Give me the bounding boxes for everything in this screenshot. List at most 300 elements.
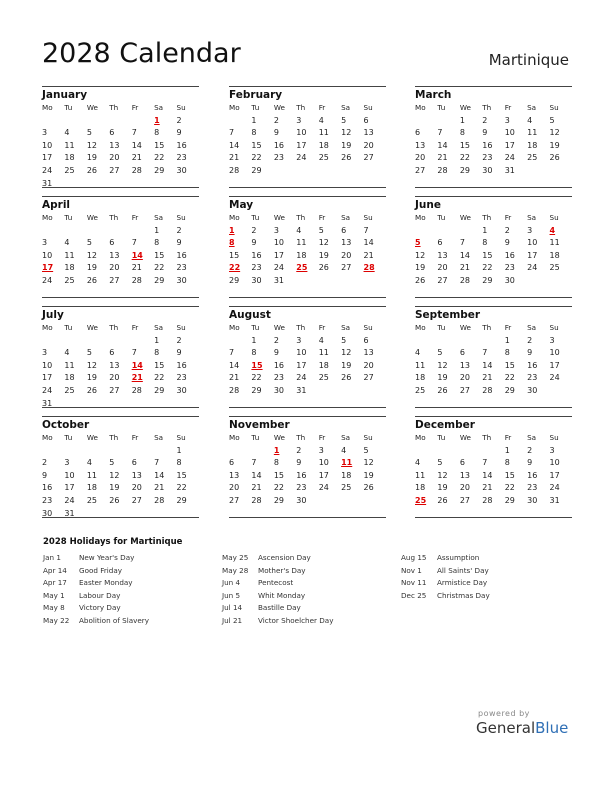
- day-cell: [341, 275, 363, 288]
- holiday-date: Jun 5: [222, 590, 241, 600]
- day-cell: 27: [415, 165, 426, 175]
- day-cell: 3: [42, 128, 48, 138]
- day-cell: 9: [176, 238, 182, 248]
- month-block: [42, 86, 199, 190]
- day-cell: 4: [415, 458, 421, 468]
- day-cell: 28: [131, 275, 142, 285]
- day-cell: 29: [504, 385, 515, 395]
- day-cell: 21: [131, 153, 142, 163]
- weekday-label: Th: [109, 103, 119, 112]
- day-cell: 8: [176, 458, 182, 468]
- day-cell: [87, 508, 109, 521]
- day-cell: 1: [251, 335, 257, 345]
- holiday-date: Aug 15: [401, 553, 427, 562]
- day-cell: 6: [131, 458, 137, 468]
- week-row: [42, 275, 199, 288]
- day-cell: 11: [64, 250, 75, 260]
- weekday-label: Th: [296, 103, 306, 112]
- day-cell: [415, 445, 437, 458]
- day-cell: 13: [459, 360, 471, 370]
- day-cell: 16: [176, 360, 187, 370]
- day-cell: 15: [176, 470, 187, 480]
- day-cell: 19: [549, 140, 560, 150]
- week-row: [42, 372, 199, 385]
- holiday-name: Easter Monday: [79, 578, 133, 588]
- day-cell: [42, 445, 64, 458]
- day-cell: 22: [176, 483, 187, 493]
- weekday-label: Su: [549, 323, 559, 332]
- day-cell: 5: [86, 348, 92, 358]
- day-cell: 7: [131, 128, 137, 138]
- day-cell: 2: [273, 115, 279, 125]
- day-cell: 9: [176, 128, 182, 138]
- day-cell: 20: [131, 483, 142, 493]
- day-cell: 6: [459, 348, 465, 358]
- day-cell: 15: [154, 360, 165, 370]
- weekday-label: Tu: [437, 103, 446, 112]
- holiday-date: Jun 4: [222, 578, 241, 588]
- day-cell: [437, 225, 459, 238]
- month-block: [42, 416, 199, 520]
- day-cell: 12: [341, 128, 352, 138]
- day-cell: [109, 398, 131, 411]
- weekday-label: Th: [296, 213, 306, 222]
- holiday-date: Jul 21: [222, 615, 243, 625]
- day-cell: 11: [415, 360, 426, 370]
- day-cell: [415, 115, 437, 128]
- day-cell: 5: [341, 115, 347, 125]
- day-cell: 13: [363, 128, 374, 138]
- day-cell: 13: [229, 470, 240, 480]
- weekday-label: We: [459, 323, 471, 332]
- day-cell: [132, 508, 154, 521]
- week-row: [415, 482, 572, 495]
- weekday-label: Tu: [64, 323, 73, 332]
- holiday-entry: [222, 565, 333, 578]
- day-cell: 18: [86, 483, 98, 493]
- day-cell: 25: [64, 385, 75, 395]
- holiday-day-cell: 25: [415, 495, 427, 505]
- day-cell: 24: [296, 373, 307, 383]
- day-cell: 17: [42, 153, 53, 163]
- day-cell: 13: [363, 348, 374, 358]
- week-row: [42, 250, 199, 263]
- day-cell: [460, 225, 482, 238]
- day-cell: 21: [482, 483, 493, 493]
- day-cell: [109, 445, 131, 458]
- day-cell: 13: [109, 140, 120, 150]
- weekday-label: We: [459, 103, 471, 112]
- day-cell: 23: [296, 483, 307, 493]
- day-cell: 4: [527, 115, 533, 125]
- day-cell: 12: [549, 128, 560, 138]
- day-cell: 29: [251, 385, 262, 395]
- weekday-label: Fr: [504, 103, 512, 112]
- month-name: July: [42, 309, 64, 321]
- day-cell: 9: [251, 238, 257, 248]
- day-cell: 3: [64, 458, 70, 468]
- week-row: [229, 385, 386, 398]
- day-cell: 17: [549, 360, 560, 370]
- day-cell: 9: [527, 348, 533, 358]
- weekday-label: Mo: [229, 103, 240, 112]
- day-cell: [415, 335, 437, 348]
- holiday-entry: [43, 577, 149, 590]
- weekday-label: Su: [176, 433, 186, 442]
- month-name: November: [229, 419, 290, 431]
- generalblue-logo[interactable]: [476, 719, 568, 737]
- week-row: [415, 335, 572, 348]
- month-block: [415, 86, 572, 178]
- month-name: June: [415, 199, 441, 211]
- month-name: September: [415, 309, 481, 321]
- day-cell: [527, 165, 549, 178]
- day-cell: 24: [504, 153, 515, 163]
- holiday-entry: [401, 590, 490, 603]
- week-row: [42, 482, 199, 495]
- day-cell: 11: [549, 238, 560, 248]
- day-cell: 13: [415, 140, 426, 150]
- day-cell: 8: [459, 128, 465, 138]
- week-row: [229, 482, 386, 495]
- holidays-title: 2028 Holidays for Martinique: [43, 537, 183, 547]
- day-cell: 8: [251, 348, 257, 358]
- holiday-date: May 1: [43, 590, 65, 600]
- day-cell: 26: [318, 263, 329, 273]
- month-bottom-rule: [415, 297, 572, 298]
- day-cell: 12: [318, 238, 329, 248]
- day-cell: 30: [176, 275, 187, 285]
- day-cell: 17: [64, 483, 75, 493]
- weekday-label: Su: [363, 213, 373, 222]
- day-cell: 26: [549, 153, 560, 163]
- holiday-name: Armistice Day: [437, 578, 488, 588]
- day-cell: 2: [251, 225, 257, 235]
- day-cell: 9: [296, 458, 302, 468]
- week-row: [42, 347, 199, 360]
- day-cell: [109, 115, 131, 128]
- day-cell: 10: [527, 238, 538, 248]
- week-row: [42, 385, 199, 398]
- brand-blue: Blue: [535, 719, 569, 737]
- day-cell: 19: [415, 263, 426, 273]
- day-cell: 5: [341, 335, 347, 345]
- day-cell: 29: [459, 165, 471, 175]
- day-cell: 14: [482, 470, 493, 480]
- day-cell: 12: [86, 360, 98, 370]
- day-cell: 19: [341, 140, 352, 150]
- weekday-label: Fr: [131, 323, 139, 332]
- day-cell: 4: [86, 458, 92, 468]
- week-row: [415, 140, 572, 153]
- weekday-header-row: [42, 432, 199, 445]
- day-cell: 16: [504, 250, 515, 260]
- day-cell: 19: [86, 263, 98, 273]
- weekday-header-row: [415, 322, 572, 335]
- month-name: December: [415, 419, 475, 431]
- day-cell: 9: [42, 470, 48, 480]
- day-cell: [296, 275, 318, 288]
- day-cell: 6: [415, 128, 421, 138]
- day-cell: 28: [459, 275, 471, 285]
- day-cell: [64, 445, 86, 458]
- weekday-label: Tu: [251, 103, 260, 112]
- day-cell: 18: [415, 373, 426, 383]
- holiday-date: May 28: [222, 565, 249, 575]
- day-cell: 28: [251, 495, 262, 505]
- day-cell: 23: [527, 373, 538, 383]
- weekday-label: Sa: [154, 433, 164, 442]
- day-cell: 15: [273, 470, 285, 480]
- week-row: [229, 347, 386, 360]
- day-cell: 2: [504, 225, 510, 235]
- day-cell: 24: [318, 483, 329, 493]
- day-cell: 5: [363, 445, 369, 455]
- month-bottom-rule: [229, 407, 386, 408]
- day-cell: 7: [229, 348, 235, 358]
- weekday-label: Tu: [64, 103, 73, 112]
- day-cell: 19: [437, 373, 448, 383]
- holiday-name: Good Friday: [79, 565, 122, 575]
- week-row: [229, 225, 386, 238]
- day-cell: 20: [415, 153, 426, 163]
- holiday-name: Assumption: [437, 553, 480, 562]
- week-row: [415, 372, 572, 385]
- country-name: Martinique: [488, 51, 569, 69]
- holiday-entry: [43, 602, 149, 615]
- holiday-date: Nov 1: [401, 565, 422, 575]
- day-cell: 22: [251, 373, 262, 383]
- day-cell: 2: [527, 335, 533, 345]
- day-cell: 26: [86, 275, 98, 285]
- holiday-day-cell: 22: [229, 263, 241, 273]
- weekday-label: Th: [109, 433, 119, 442]
- day-cell: 10: [296, 128, 307, 138]
- day-cell: 2: [42, 458, 48, 468]
- weekday-label: Th: [296, 433, 306, 442]
- holiday-entry: [222, 615, 333, 628]
- weekday-label: Mo: [229, 213, 240, 222]
- weekday-label: Sa: [527, 433, 537, 442]
- weekday-label: Sa: [527, 103, 537, 112]
- week-row: [229, 250, 386, 263]
- day-cell: 9: [176, 348, 182, 358]
- holiday-column: [222, 552, 333, 628]
- day-cell: [64, 225, 86, 238]
- day-cell: 19: [437, 483, 448, 493]
- month-name: August: [229, 309, 271, 321]
- weekday-label: Sa: [341, 103, 351, 112]
- day-cell: 13: [459, 470, 471, 480]
- day-cell: [364, 165, 386, 178]
- weekday-label: We: [273, 433, 285, 442]
- day-cell: 11: [318, 128, 329, 138]
- weekday-label: Fr: [318, 103, 326, 112]
- day-cell: [437, 335, 459, 348]
- month-block: [229, 196, 386, 288]
- day-cell: 1: [154, 225, 160, 235]
- weekday-label: Tu: [437, 213, 446, 222]
- day-cell: 24: [549, 483, 560, 493]
- week-row: [229, 152, 386, 165]
- day-cell: 3: [296, 335, 302, 345]
- weekday-label: Th: [296, 323, 306, 332]
- day-cell: [341, 165, 363, 178]
- day-cell: 28: [229, 385, 240, 395]
- day-cell: 2: [273, 335, 279, 345]
- weekday-label: Fr: [504, 433, 512, 442]
- month-bottom-rule: [415, 517, 572, 518]
- day-cell: 30: [251, 275, 262, 285]
- day-cell: 21: [229, 373, 240, 383]
- day-cell: 5: [109, 458, 115, 468]
- day-cell: 15: [504, 470, 515, 480]
- day-cell: 6: [109, 348, 115, 358]
- day-cell: 23: [273, 373, 285, 383]
- day-cell: 2: [176, 115, 182, 125]
- day-cell: 5: [86, 128, 92, 138]
- day-cell: 4: [318, 115, 324, 125]
- holiday-name: New Year's Day: [79, 553, 135, 562]
- week-row: [42, 508, 199, 521]
- holiday-entry: [43, 552, 149, 565]
- day-cell: 22: [482, 263, 493, 273]
- day-cell: 1: [504, 445, 510, 455]
- holiday-name: Victor Shoelcher Day: [258, 615, 334, 625]
- month-name: February: [229, 89, 283, 101]
- day-cell: 13: [341, 238, 352, 248]
- day-cell: 15: [251, 140, 262, 150]
- day-cell: 17: [42, 373, 53, 383]
- day-cell: 27: [459, 385, 471, 395]
- week-row: [42, 360, 199, 373]
- weekday-label: Sa: [341, 323, 351, 332]
- weekday-label: Fr: [131, 213, 139, 222]
- day-cell: 30: [273, 385, 285, 395]
- day-cell: 6: [363, 335, 369, 345]
- weekday-label: Th: [482, 213, 492, 222]
- holiday-name: Bastille Day: [258, 603, 301, 613]
- day-cell: 10: [504, 128, 515, 138]
- weekday-label: Fr: [318, 433, 326, 442]
- day-cell: 31: [42, 398, 53, 408]
- day-cell: [87, 445, 109, 458]
- holiday-entry: [222, 552, 333, 565]
- week-row: [42, 457, 199, 470]
- day-cell: 9: [482, 128, 488, 138]
- holiday-date: May 25: [222, 553, 249, 562]
- day-cell: 15: [229, 250, 240, 260]
- page-title: 2028 Calendar: [42, 38, 241, 69]
- week-row: [415, 127, 572, 140]
- day-cell: 5: [437, 458, 443, 468]
- day-cell: [527, 275, 549, 288]
- day-cell: 20: [341, 250, 352, 260]
- week-row: [42, 445, 199, 458]
- powered-by-text: powered by: [478, 709, 530, 718]
- day-cell: 12: [415, 250, 426, 260]
- month-name: March: [415, 89, 452, 101]
- day-cell: 20: [363, 360, 374, 370]
- day-cell: [319, 495, 341, 508]
- day-cell: 20: [109, 153, 120, 163]
- day-cell: 14: [154, 470, 165, 480]
- day-cell: 14: [229, 140, 240, 150]
- week-row: [42, 495, 199, 508]
- day-cell: 24: [527, 263, 538, 273]
- day-cell: 1: [459, 115, 465, 125]
- week-row: [415, 457, 572, 470]
- holiday-entry: [43, 615, 149, 628]
- holiday-date: Jul 14: [222, 603, 243, 613]
- day-cell: 20: [459, 373, 471, 383]
- day-cell: [550, 165, 572, 178]
- day-cell: 24: [273, 263, 285, 273]
- month-bottom-rule: [42, 407, 199, 408]
- day-cell: 24: [296, 153, 307, 163]
- day-cell: 12: [109, 470, 120, 480]
- day-cell: 17: [273, 250, 285, 260]
- month-block: [229, 306, 386, 398]
- day-cell: 10: [296, 348, 307, 358]
- day-cell: 10: [42, 250, 53, 260]
- day-cell: 27: [459, 495, 471, 505]
- day-cell: 2: [482, 115, 488, 125]
- month-bottom-rule: [42, 517, 199, 518]
- day-cell: [132, 398, 154, 411]
- week-row: [415, 360, 572, 373]
- week-row: [42, 398, 199, 411]
- day-cell: 8: [154, 238, 160, 248]
- brand-general: General: [476, 719, 536, 737]
- month-bottom-rule: [415, 187, 572, 188]
- day-cell: [319, 385, 341, 398]
- day-cell: 16: [273, 140, 285, 150]
- week-row: [415, 225, 572, 238]
- holiday-entry: [401, 552, 490, 565]
- weekday-header-row: [229, 432, 386, 445]
- day-cell: [251, 445, 273, 458]
- weekday-label: Mo: [415, 433, 426, 442]
- weekday-label: Mo: [42, 323, 53, 332]
- day-cell: [64, 115, 86, 128]
- day-cell: 18: [64, 263, 75, 273]
- day-cell: 17: [549, 470, 560, 480]
- day-cell: 15: [504, 360, 515, 370]
- day-cell: 15: [459, 140, 471, 150]
- day-cell: 29: [504, 495, 515, 505]
- day-cell: [341, 385, 363, 398]
- day-cell: 10: [42, 360, 53, 370]
- day-cell: [229, 335, 251, 348]
- day-cell: 9: [527, 458, 533, 468]
- holiday-name: Labour Day: [79, 590, 121, 600]
- day-cell: 22: [504, 483, 515, 493]
- day-cell: 25: [415, 385, 426, 395]
- weekday-label: Mo: [415, 213, 426, 222]
- day-cell: [550, 385, 572, 398]
- day-cell: 19: [318, 250, 329, 260]
- day-cell: 27: [109, 165, 120, 175]
- day-cell: 15: [154, 250, 165, 260]
- weekday-label: Su: [176, 103, 186, 112]
- day-cell: [177, 178, 199, 191]
- weekday-label: Mo: [415, 103, 426, 112]
- holiday-day-cell: 4: [549, 225, 556, 235]
- holiday-date: Dec 25: [401, 590, 427, 600]
- weekday-label: We: [459, 433, 471, 442]
- day-cell: [364, 385, 386, 398]
